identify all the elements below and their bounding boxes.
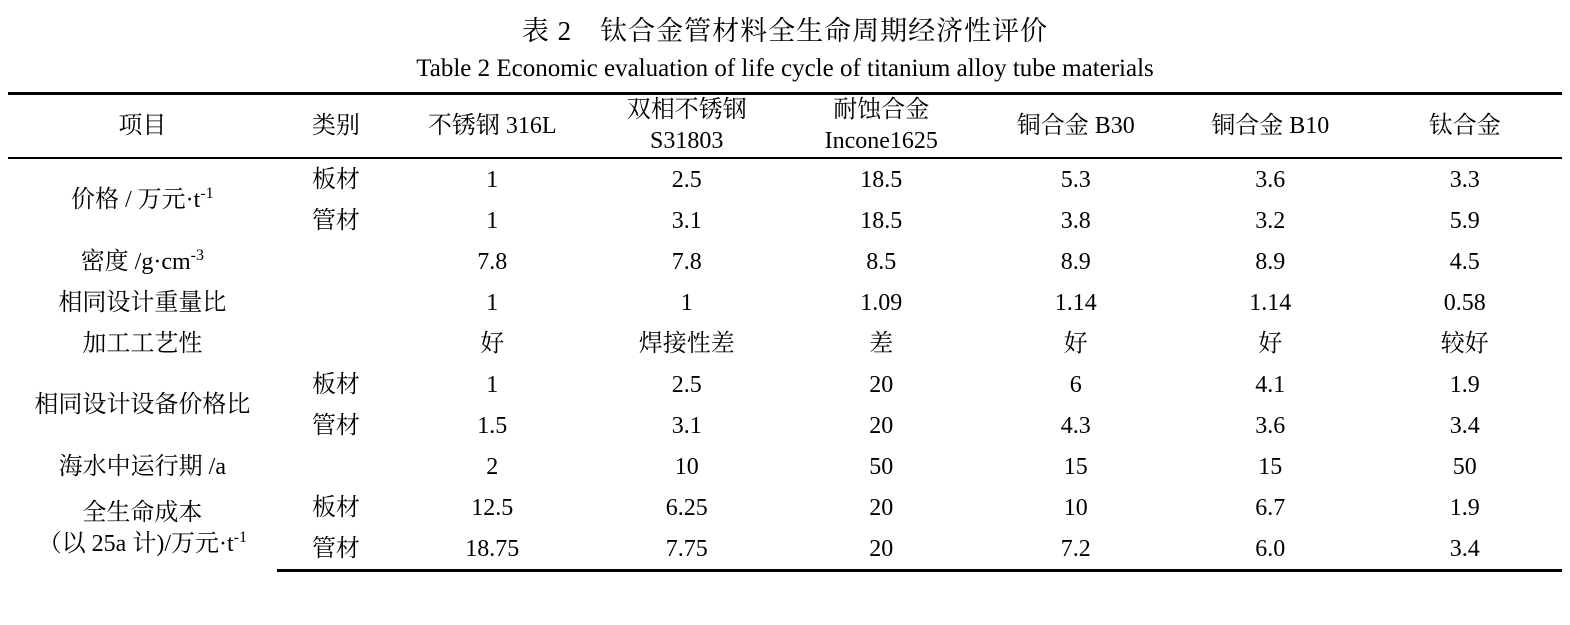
row-label-processability: 加工工艺性 <box>82 330 203 357</box>
cell-value: 3.4 <box>1449 412 1480 439</box>
row-category: 管材 <box>277 528 395 571</box>
cell-value: 好 <box>480 330 505 357</box>
header-cell-cu-b30: 铜合金 B30 <box>978 94 1173 159</box>
row-label-sup: -3 <box>190 246 204 264</box>
cell-value: 7.2 <box>978 528 1173 571</box>
cell-value: 3.1 <box>671 207 702 234</box>
cell-value: 7.8 <box>477 248 508 275</box>
cell-value: 20 <box>869 371 894 398</box>
cell-value: 20 <box>869 412 894 439</box>
economic-evaluation-table <box>8 92 1562 572</box>
cell-value: 1 <box>486 289 499 316</box>
cell-value: 好 <box>1258 330 1283 357</box>
cell-value: 好 <box>1063 330 1088 357</box>
row-label-line-1: 全生命成本 <box>82 499 203 526</box>
row-label-text: 价格 / 万元·t <box>71 187 201 213</box>
cell-value: 2.5 <box>589 158 784 200</box>
cell-value: 2 <box>486 453 499 480</box>
cell-value: 6.0 <box>1173 528 1368 571</box>
cell-value: 50 <box>869 453 894 480</box>
cell-value: 0.58 <box>1443 289 1486 316</box>
header-cell-category: 类别 <box>277 94 395 159</box>
table-header <box>8 94 1562 159</box>
table-title-english: Table 2 Economic evaluation of life cycle of titanium alloy tube materials <box>416 55 1154 82</box>
cell-value: 8.5 <box>866 248 897 275</box>
cell-value: 1 <box>486 371 499 398</box>
row-category <box>277 241 395 282</box>
table-row <box>8 487 1562 528</box>
cell-value: 3.4 <box>1367 528 1562 571</box>
row-category: 板材 <box>311 371 360 398</box>
header-cell-item: 项目 <box>8 94 277 159</box>
row-category: 管材 <box>311 412 360 439</box>
cell-value: 3.1 <box>671 412 702 439</box>
table-body <box>8 158 1562 571</box>
cell-value: 10 <box>674 453 699 480</box>
table-row <box>8 364 1562 405</box>
header-line-1: 双相不锈钢 <box>626 97 747 123</box>
cell-value: 1 <box>395 158 590 200</box>
cell-value: 12.5 <box>471 494 514 521</box>
table-row <box>8 241 1562 282</box>
table-title-chinese: 表 2 钛合金管材料全生命周期经济性评价 <box>521 16 1049 46</box>
row-category <box>277 323 395 364</box>
cell-value: 10 <box>1063 494 1088 521</box>
cell-value: 5.9 <box>1449 207 1480 234</box>
cell-value: 7.8 <box>671 248 702 275</box>
table-row <box>8 323 1562 364</box>
cell-value: 1.09 <box>860 289 903 316</box>
cell-value: 4.3 <box>1060 412 1091 439</box>
cell-value: 差 <box>869 330 894 357</box>
row-label-sup: -1 <box>200 185 214 202</box>
header-cell-titanium: 钛合金 <box>1367 94 1562 159</box>
header-row <box>8 94 1562 159</box>
cell-value: 3.8 <box>1060 207 1091 234</box>
cell-value: 6 <box>1069 371 1082 398</box>
cell-value: 1.14 <box>1249 289 1292 316</box>
cell-value: 18.5 <box>784 158 979 200</box>
cell-value: 4.1 <box>1255 371 1286 398</box>
cell-value: 6.7 <box>1255 494 1286 521</box>
cell-value: 7.75 <box>589 528 784 571</box>
row-category: 板材 <box>277 158 395 200</box>
cell-value: 15 <box>1063 453 1088 480</box>
row-label-density <box>8 241 277 282</box>
cell-value: 18.5 <box>860 207 903 234</box>
cell-value: 6.25 <box>665 494 708 521</box>
row-label-equipment-price-ratio: 相同设计设备价格比 <box>34 392 251 418</box>
cell-value: 3.6 <box>1173 158 1368 200</box>
row-label-seawater-service-life: 海水中运行期 /a <box>58 453 226 480</box>
cell-value: 1 <box>486 207 499 234</box>
cell-value: 4.5 <box>1449 248 1480 275</box>
table-row <box>8 158 1562 200</box>
cell-value: 8.9 <box>1060 248 1091 275</box>
row-label-line-2: （以 25a 计)/万元·t <box>37 530 234 557</box>
cell-value: 1.9 <box>1449 494 1480 521</box>
header-cell-cu-b10: 铜合金 B10 <box>1173 94 1368 159</box>
cell-value: 1.14 <box>1054 289 1097 316</box>
header-line-2: S31803 <box>650 128 724 154</box>
cell-value: 50 <box>1452 453 1477 480</box>
cell-value: 焊接性差 <box>638 330 735 357</box>
cell-value: 8.9 <box>1255 248 1286 275</box>
cell-value: 5.3 <box>978 158 1173 200</box>
cell-value: 1.9 <box>1449 371 1480 398</box>
cell-value: 3.6 <box>1255 412 1286 439</box>
row-label-life-cycle-cost <box>8 487 277 571</box>
header-cell-ss316l: 不锈钢 316L <box>395 94 590 159</box>
cell-value: 3.3 <box>1367 158 1562 200</box>
cell-value: 20 <box>869 494 894 521</box>
row-category <box>277 282 395 323</box>
cell-value: 3.2 <box>1255 207 1286 234</box>
row-label-weight-ratio: 相同设计重量比 <box>58 289 227 316</box>
row-label-text: 密度 /g·cm <box>80 248 191 275</box>
header-line-2: Incone1625 <box>824 128 938 154</box>
header-cell-corrosion-alloy <box>784 94 979 159</box>
cell-value: 1 <box>680 289 693 316</box>
row-label-price <box>8 158 277 241</box>
row-category <box>277 446 395 487</box>
cell-value: 较好 <box>1440 330 1489 357</box>
cell-value: 20 <box>784 528 979 571</box>
cell-value: 15 <box>1258 453 1283 480</box>
header-line-1: 耐蚀合金 <box>833 97 930 123</box>
header-cell-duplex <box>589 94 784 159</box>
row-label-sup: -1 <box>233 528 247 546</box>
cell-value: 18.75 <box>395 528 590 571</box>
row-category: 管材 <box>311 207 360 234</box>
cell-value: 2.5 <box>671 371 702 398</box>
table-row <box>8 446 1562 487</box>
cell-value: 1.5 <box>477 412 508 439</box>
table-row <box>8 282 1562 323</box>
row-category: 板材 <box>311 494 360 521</box>
